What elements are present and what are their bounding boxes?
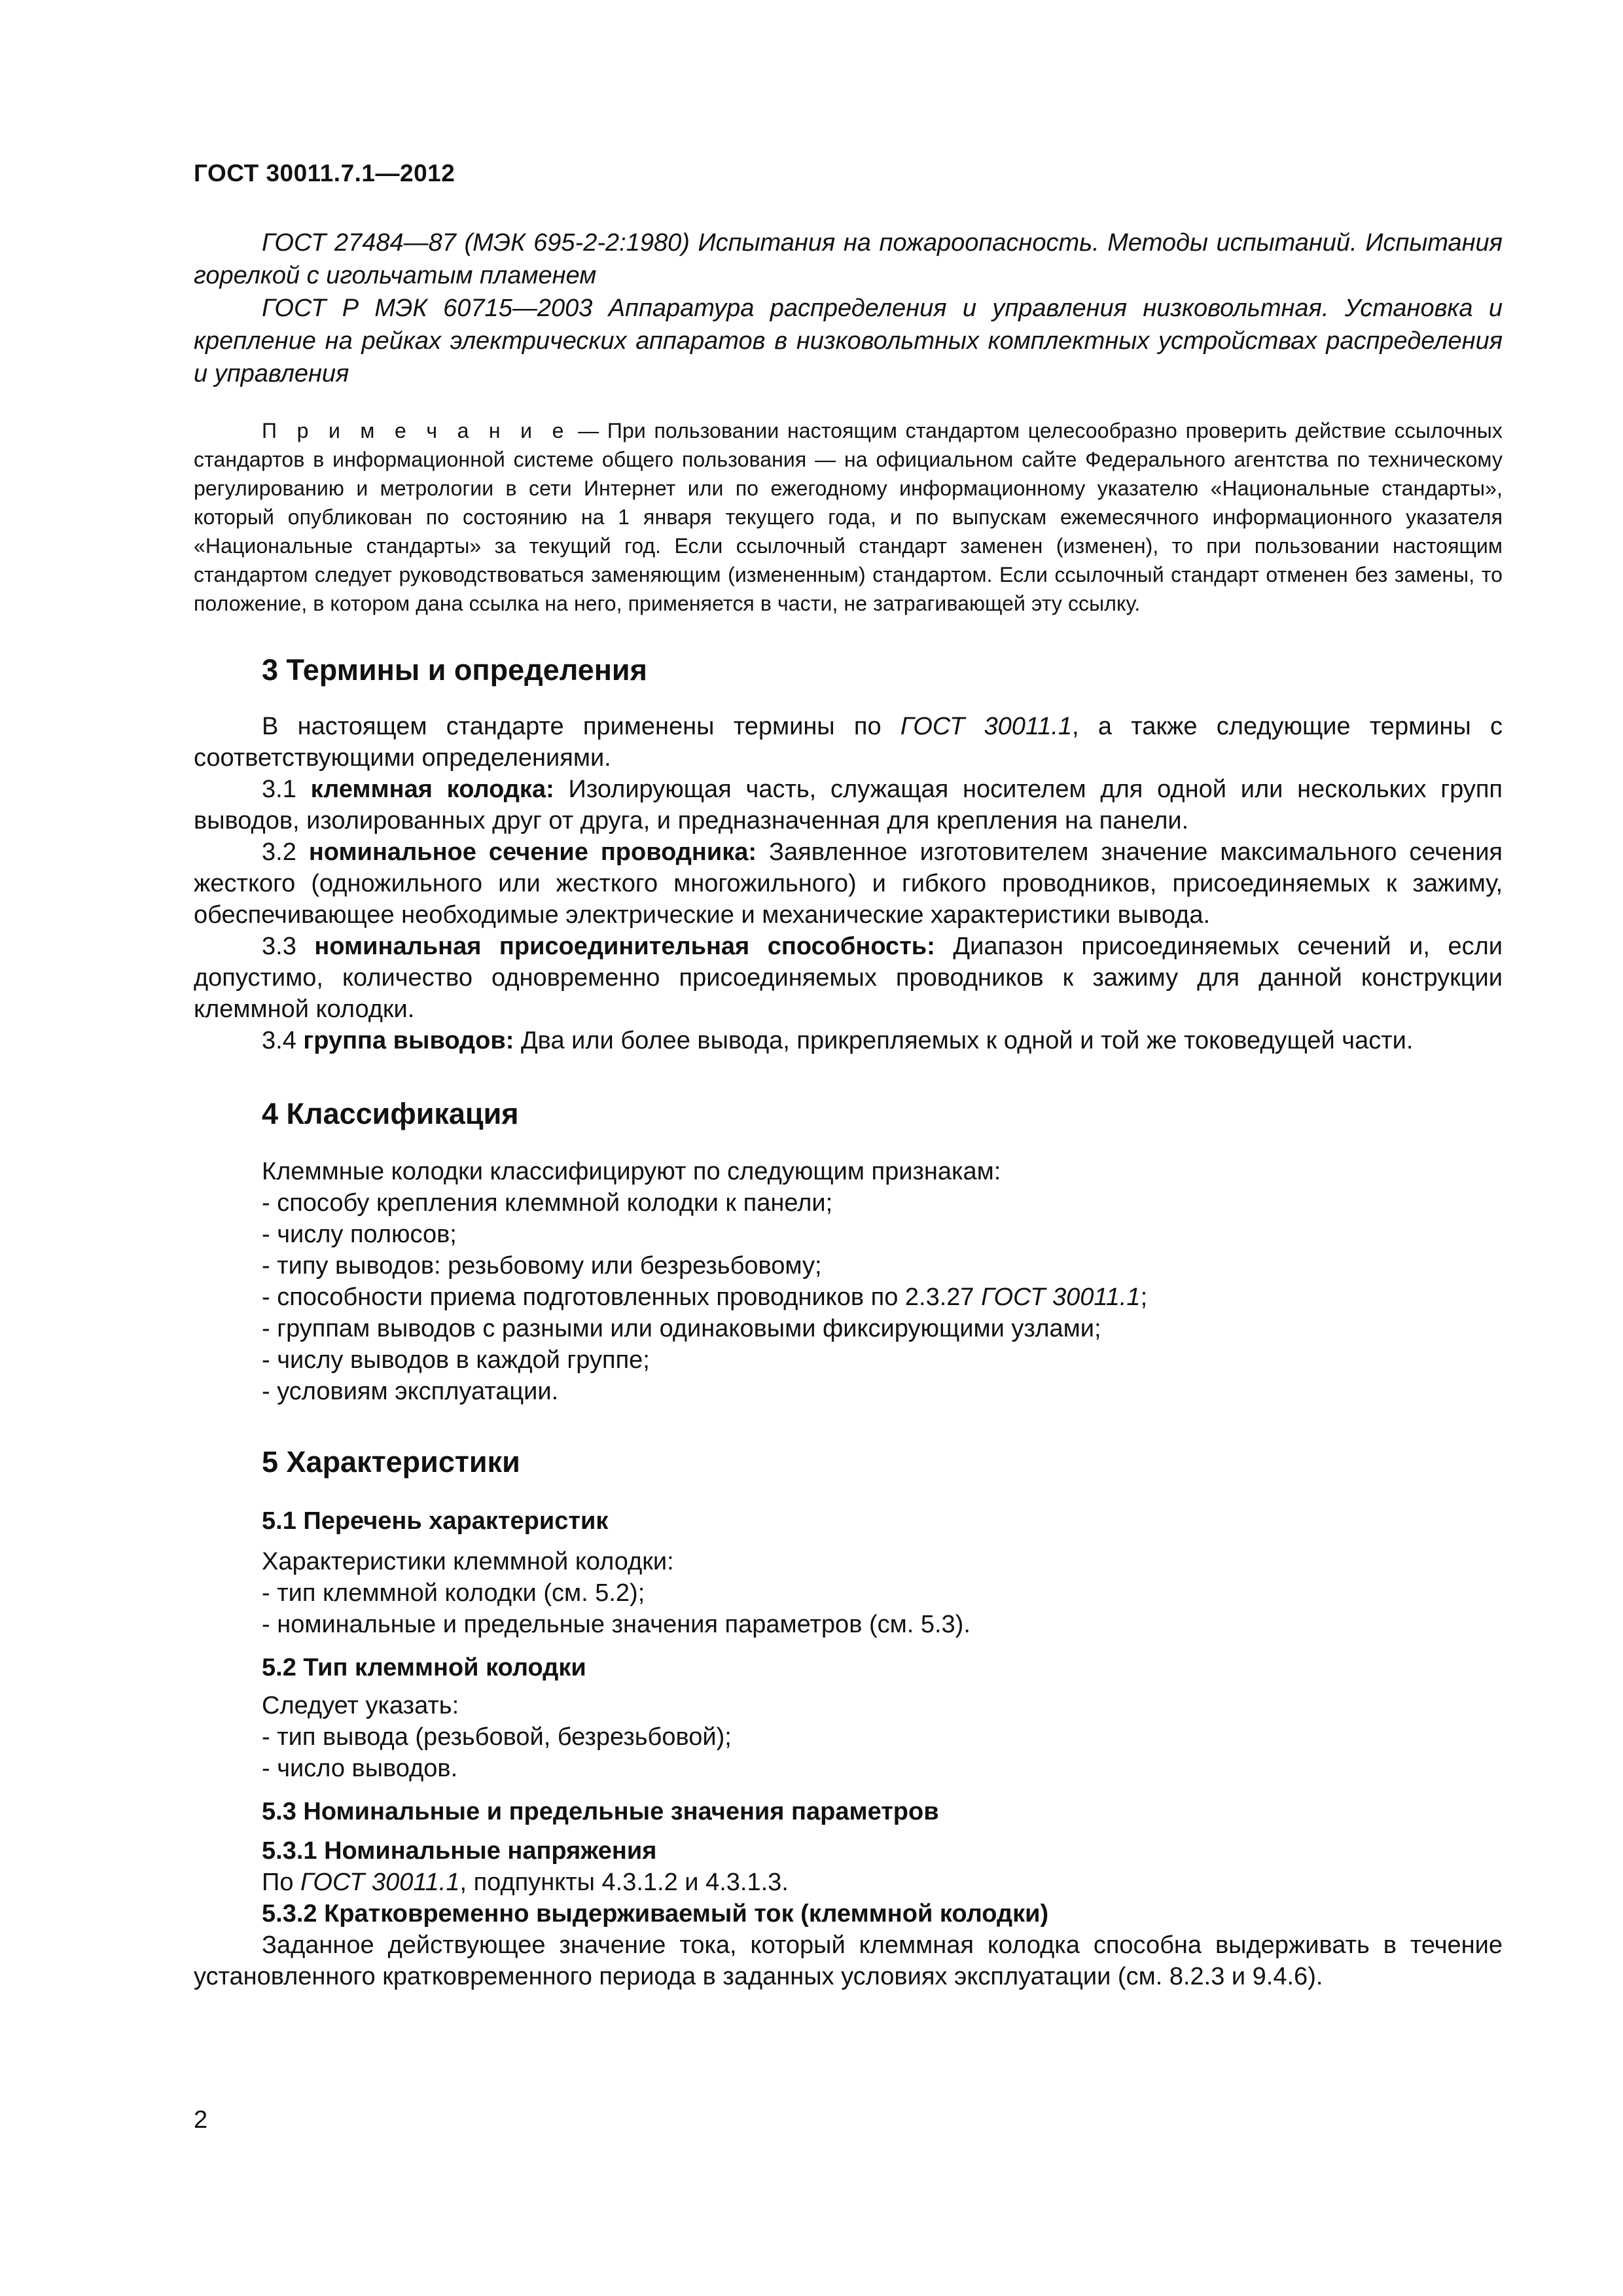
term-definition <box>194 1025 1503 1056</box>
document-body <box>194 226 1503 1992</box>
term-number: 3.4 <box>262 1027 304 1054</box>
list-item: - номинальные и предельные значения параметров (см. 5.3). <box>262 1611 971 1638</box>
intro-text: В настоящем стандарте применены термины по <box>262 713 901 740</box>
term-name: группа выводов: <box>303 1027 514 1054</box>
term-name: номинальная присоединительная способность: <box>314 933 935 960</box>
standard-reference: ГОСТ 30011.1 <box>300 1869 460 1896</box>
term-definition <box>194 931 1503 1025</box>
list-item: - число выводов. <box>262 1755 458 1782</box>
document-header: ГОСТ 30011.7.1—2012 <box>194 160 455 187</box>
page-number: 2 <box>194 2106 208 2134</box>
paragraph-text: , подпункты 4.3.1.2 и 4.3.1.3. <box>459 1869 789 1896</box>
section-heading: 5 Характеристики <box>262 1445 520 1479</box>
term-name: номинальное сечение проводника: <box>308 838 757 866</box>
paragraph <box>194 1867 1503 1898</box>
reference-entry: ГОСТ 27484—87 (МЭК 695-2-2:1980) Испытания на пожароопасность. Методы испытаний. Испытания горелкой с игольчатым пламенем <box>194 229 1503 289</box>
term-definition <box>194 774 1503 836</box>
intro-text: , а также следующие термины с соответствующими определениями. <box>194 713 1503 772</box>
list-item: - условиям эксплуатации. <box>262 1378 559 1405</box>
list-intro: Следует указать: <box>262 1692 459 1719</box>
standard-reference: ГОСТ 30011.1 <box>981 1283 1141 1311</box>
list-intro: Клеммные колодки классифицируют по следующим признакам: <box>262 1158 1001 1185</box>
list-item: - числу выводов в каждой группе; <box>262 1346 650 1374</box>
term-text: Заявленное изготовителем значение максимального сечения жесткого (одножильного или жесткого многожильного) и гибкого проводников, присоединяемых к зажиму, обеспечивающее необходимые электрические и механические характеристики вывода. <box>194 838 1503 929</box>
section-heading: 4 Классификация <box>262 1097 519 1130</box>
reference-entry: ГОСТ Р МЭК 60715—2003 Аппаратура распределения и управления низковольтная. Установка и крепление на рейках электрических аппаратов в низковольтных комплектных устройствах распределения и управления <box>194 295 1503 387</box>
list-text: - способности приема подготовленных проводников по 2.3.27 <box>262 1283 982 1311</box>
list-text: ; <box>1140 1283 1148 1311</box>
list-item: - тип клеммной колодки (см. 5.2); <box>262 1579 645 1607</box>
list-item <box>194 1282 1503 1313</box>
list-item: - тип вывода (резьбовой, безрезьбовой); <box>262 1723 732 1751</box>
paragraph: Заданное действующее значение тока, который клеммная колодка способна выдерживать в течение установленного кратковременного периода в заданных условиях эксплуатации (см. 8.2.3 и 9.4.6). <box>194 1931 1503 1990</box>
note-label: П р и м е ч а н и е <box>262 419 570 442</box>
subsection-heading: 5.3.2 Кратковременно выдерживаемый ток (клеммной колодки) <box>262 1900 1049 1928</box>
section-heading: 3 Термины и определения <box>262 653 647 687</box>
list-item: - способу крепления клеммной колодки к панели; <box>262 1189 833 1217</box>
subsection-heading: 5.1 Перечень характеристик <box>262 1507 609 1535</box>
list-item: - типу выводов: резьбовому или безрезьбовому; <box>262 1252 822 1280</box>
subsection-heading: 5.3.1 Номинальные напряжения <box>262 1837 657 1865</box>
note-text: — При пользовании настоящим стандартом целесообразно проверить действие ссылочных стандартов в информационной системе общего пользования — на официальном сайте Федерального агентства по техническому регулированию и метрологии в сети Интернет или по ежегодному информационному указателю «Национальные стандарты», который опубликован по состоянию на 1 января текущего года, и по выпускам ежемесячного информационного указателя «Национальные стандарты» за текущий год. Если ссылочный стандарт заменен (изменен), то при пользовании настоящим стандартом следует руководствоваться заменяющим (измененным) стандартом. Если ссылочный стандарт отменен без замены, то положение, в котором дана ссылка на него, применяется в части, не затрагивающей эту ссылку. <box>194 419 1503 615</box>
term-text: Два или более вывода, прикрепляемых к одной и той же токоведущей части. <box>514 1027 1414 1054</box>
term-number: 3.2 <box>262 838 309 866</box>
standard-reference: ГОСТ 30011.1 <box>900 713 1073 740</box>
subsection-heading: 5.2 Тип клеммной колодки <box>262 1654 586 1681</box>
paragraph-text: По <box>262 1869 301 1896</box>
subsection-heading: 5.3 Номинальные и предельные значения параметров <box>262 1798 939 1825</box>
note-paragraph <box>194 416 1503 618</box>
term-number: 3.1 <box>262 776 311 803</box>
list-item: - группам выводов с разными или одинаковыми фиксирующими узлами; <box>262 1315 1101 1342</box>
term-text: Изолирующая часть, служащая носителем для одной или нескольких групп выводов, изолированных друг от друга, и предназначенная для крепления на панели. <box>194 776 1503 834</box>
term-definition <box>194 836 1503 931</box>
section-intro <box>194 711 1503 774</box>
term-text: Диапазон присоединяемых сечений и, если допустимо, количество одновременно присоединяемых проводников к зажиму для данной конструкции клеммной колодки. <box>194 933 1503 1023</box>
term-name: клеммная колодка: <box>310 776 554 803</box>
list-item: - числу полюсов; <box>262 1221 457 1248</box>
list-intro: Характеристики клеммной колодки: <box>262 1548 674 1575</box>
term-number: 3.3 <box>262 933 315 960</box>
